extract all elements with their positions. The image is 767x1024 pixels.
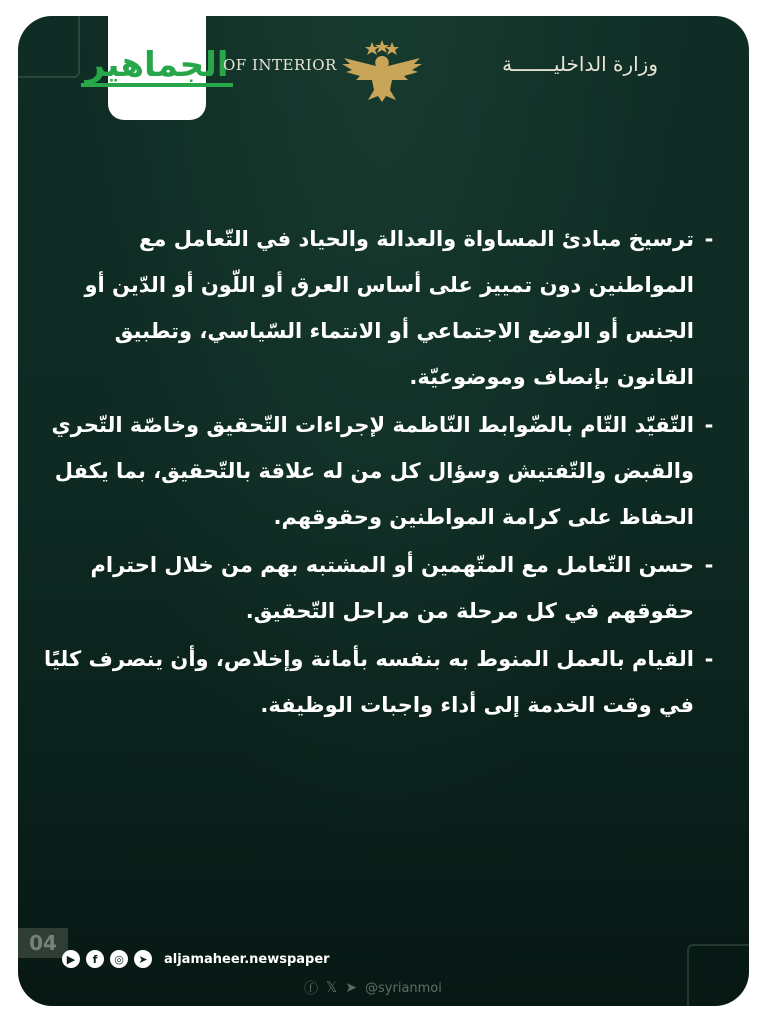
social-bar: [62, 948, 330, 970]
ministry-title-en: OF INTERIOR: [223, 56, 337, 74]
items-list: [38, 216, 724, 730]
ministry-title-ar: وزارة الداخليـــــــة: [502, 52, 658, 76]
list-item-text: ترسيخ مبادئ المساواة والعدالة والحياد في التّعامل مع المواطنين دون تمييز على أساس العرق أو اللّون أو الدّين أو الجنس أو الوضع الاجتماعي أو الانتماء السّياسي، وتطبيق القانون بإنصاف وموضوعيّة.: [84, 227, 694, 389]
instagram-icon[interactable]: ◎: [110, 950, 128, 968]
list-item: [38, 542, 724, 634]
facebook-icon[interactable]: ⓕ: [304, 981, 318, 997]
bullet-dash: -: [704, 413, 714, 437]
secondary-handle[interactable]: @syrianmoi: [365, 980, 442, 996]
list-item: [38, 636, 724, 728]
logo-text: الجماهير: [81, 49, 232, 87]
bullet-dash: -: [704, 647, 714, 671]
eagle-emblem-icon: [336, 38, 428, 104]
content-card: [18, 16, 749, 1006]
telegram-icon[interactable]: ➤: [134, 950, 152, 968]
list-item: [38, 216, 724, 400]
youtube-icon[interactable]: ▶: [62, 950, 80, 968]
corner-frame-bottom-right: [687, 944, 749, 1006]
facebook-icon[interactable]: f: [86, 950, 104, 968]
list-item-text: التّقيّد التّام بالضّوابط النّاظمة لإجراءات التّحقيق وخاصّة التّحري والقبض والتّفتيش وسؤال كل من له علاقة بالتّحقيق، بما يكفل الحفاظ على كرامة المواطنين وحقوقهم.: [51, 413, 694, 529]
list-item-text: القيام بالعمل المنوط به بنفسه بأمانة وإخلاص، وأن ينصرف كليًا في وقت الخدمة إلى أداء واجبات الوظيفة.: [43, 647, 694, 717]
secondary-social: [304, 976, 442, 1000]
x-icon[interactable]: 𝕏: [326, 980, 338, 996]
bullet-dash: -: [704, 227, 714, 251]
social-handle[interactable]: aljamaheer.newspaper: [164, 951, 330, 967]
bullet-dash: -: [704, 553, 714, 577]
corner-frame-top-left: [18, 16, 80, 78]
page-number: 04: [18, 928, 68, 958]
list-item: [38, 402, 724, 540]
list-item-text: حسن التّعامل مع المتّهمين أو المشتبه بهم من خلال احترام حقوقهم في كل مرحلة من مراحل التّحقيق.: [90, 553, 694, 623]
logo-badge: [85, 16, 229, 120]
telegram-icon[interactable]: ➤: [345, 980, 358, 996]
